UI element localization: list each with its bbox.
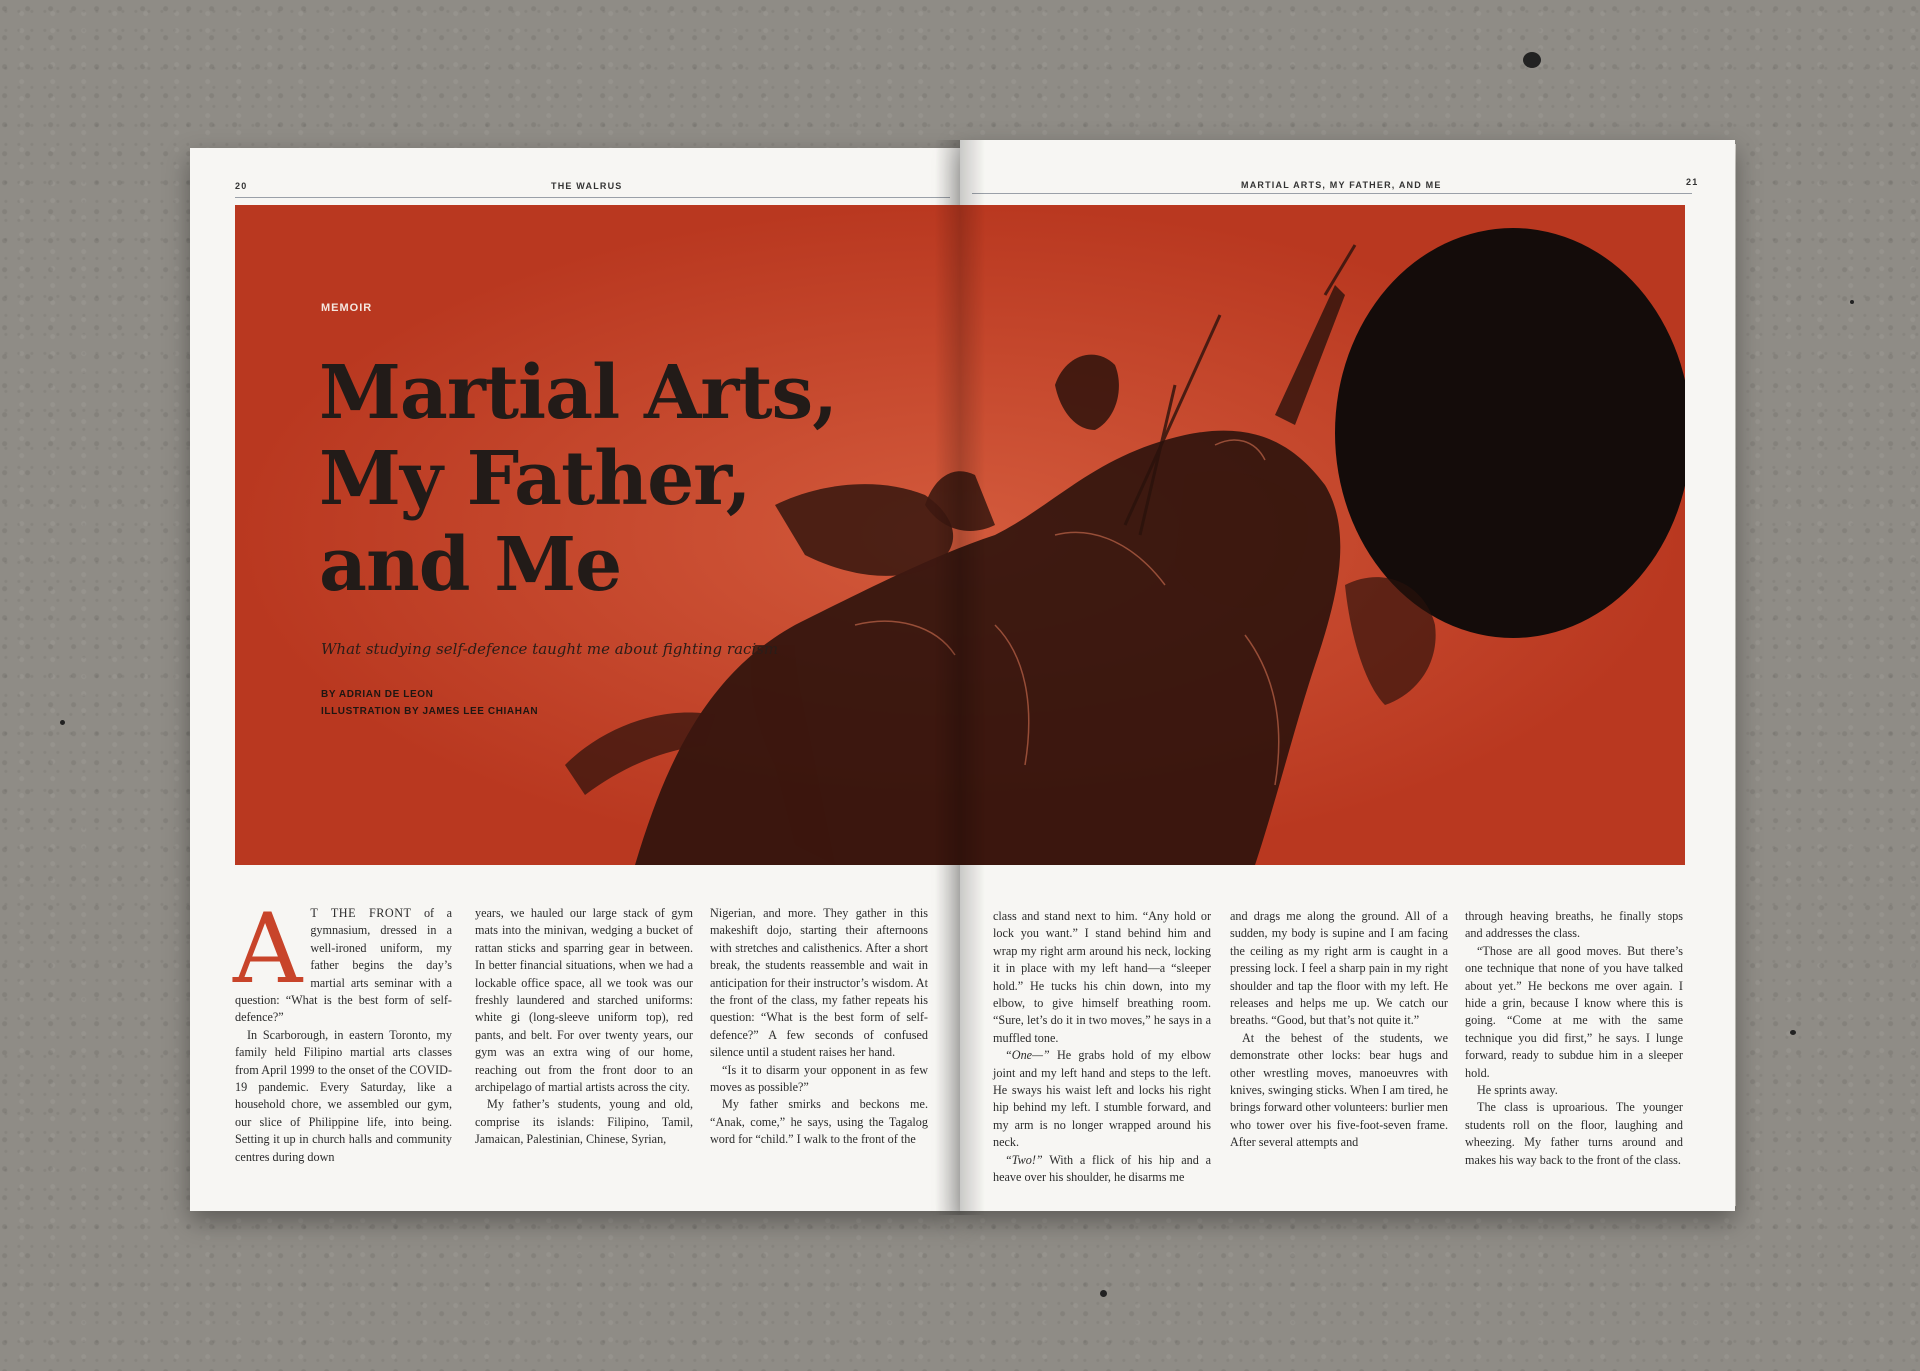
body-column-5 — [1230, 908, 1448, 1152]
body-column-6 — [1465, 908, 1683, 1169]
paragraph: and drags me along the ground. All of a sudden, my body is supine and I am facing the ceiling as my right arm is caught in a pressing lock. I feel a sharp pain in my right shoulder and tap the floor with my left. He releases and helps me up. We catch our breaths. “Good, but that’s not quite it.” — [1230, 909, 1448, 1028]
right-header-rule — [972, 193, 1692, 194]
paragraph: My father’s students, young and old, comprise its islands: Filipino, Tamil, Jamaican, Palestinian, Chinese, Syrian, — [475, 1097, 693, 1147]
left-page-number: 20 — [235, 181, 248, 191]
section-kicker: MEMOIR — [321, 302, 373, 314]
paragraph: The class is uproarious. The younger students roll on the floor, laughing and wheezing. My father turns around and makes his way back to the front of the class. — [1465, 1100, 1683, 1167]
paragraph: “Is it to disarm your opponent in as few moves as possible?” — [710, 1062, 928, 1095]
title-line: My Father, — [319, 436, 751, 522]
paragraph: He sprints away. — [1477, 1083, 1558, 1098]
paragraph: Nigerian, and more. They gather in this makeshift dojo, starting their afternoons with stretches and calisthenics. After a short break, the students reassemble and wait in anticipation for their instructor’s wisdom. At the front of the class, my father repeats his question: “What is the best form of self-defence?” A few seconds of confused silence until a student raises her hand. — [710, 906, 928, 1060]
left-running-head: THE WALRUS — [551, 181, 623, 191]
body-column-3 — [710, 905, 928, 1149]
title-line: and Me — [319, 522, 622, 608]
right-running-head: MARTIAL ARTS, MY FATHER, AND ME — [1241, 180, 1442, 190]
floor-speck — [60, 720, 65, 725]
paragraph: In Scarborough, in eastern Toronto, my family held Filipino martial arts classes from April 1999 to the onset of the COVID-19 pandemic. Every Saturday, like a household chore, we assembled our gym, our slice of Philippine life, into being. Setting it up in church halls and community centres during down — [235, 1027, 452, 1164]
paragraph: At the behest of the students, we demonstrate other locks: bear hugs and other wrestling moves, manoeuvres with knives, swinging sticks. When I am tired, he brings forward other volunteers: burlier men who tower over his five-foot-seven frame. After several attempts and — [1230, 1030, 1448, 1150]
body-column-1 — [233, 893, 453, 1166]
paragraph-text: He grabs hold of my elbow joint and my left hand and steps to the left. He sways his waist left and locks his right hip behind my left. I stumble forward, and my arm is no longer wrapped around his neck. — [993, 1048, 1211, 1150]
paragraph — [993, 1047, 1211, 1151]
floor-speck — [1790, 1030, 1796, 1035]
byline-block — [321, 686, 538, 720]
illustration-credit: ILLUSTRATION BY JAMES LEE CHIAHAN — [321, 706, 539, 717]
article-dek: What studying self-defence taught me about fighting racism — [321, 640, 779, 658]
body-column-2 — [475, 905, 693, 1149]
opening-paragraph — [233, 893, 453, 1027]
body-column-4 — [993, 908, 1211, 1187]
paragraph — [993, 1152, 1211, 1187]
title-line: Martial Arts, — [319, 350, 837, 436]
paragraph-emphasis: “One—” — [1005, 1048, 1050, 1063]
paragraph: years, we hauled our large stack of gym mats into the minivan, wedging a bucket of rattan sticks and sparring gear in between. In better financial situations, when we had a lockable office space, all we took was our freshly laundered and starched uniforms: white gi (long-sleeve uniform top), red pants, and belt. For over twenty years, our gym was an extra wing of our home, reaching out from the front door to an archipelago of martial artists across the city. — [475, 906, 693, 1095]
opening-smallcaps: T THE FRONT — [310, 906, 412, 920]
paragraph: My father smirks and beckons me. “Anak, come,” he says, using the Tagalog word for “child.” I walk to the front of the — [710, 1097, 928, 1147]
left-header-rule — [235, 197, 950, 198]
paragraph-text: of a gymnasium, dressed in a well-ironed uniform, my father begins the day’s martial arts seminar with a question: “What is the best form of self-defence?” — [235, 906, 453, 1025]
drop-cap: A — [233, 893, 303, 1005]
article-title — [319, 350, 839, 608]
paragraph: through heaving breaths, he finally stops and addresses the class. — [1465, 909, 1683, 941]
paragraph: “Those are all good moves. But there’s one technique that none of you have talked about yet.” He beckons me over again. I hide a grin, because I know where this is going. “Come at me with the same technique you did first,” he says. I lunge forward, ready to subdue him in a sleeper hold. — [1465, 943, 1683, 1080]
paragraph-text: With a flick of his hip and a heave over his shoulder, he disarms me — [993, 1152, 1211, 1185]
floor-speck — [1850, 300, 1854, 304]
author-byline: BY ADRIAN DE LEON — [321, 689, 434, 700]
hero-illustration — [235, 205, 1685, 865]
floor-speck — [1523, 52, 1541, 68]
paragraph-emphasis: “Two!” — [1005, 1152, 1043, 1167]
floor-speck — [1100, 1290, 1107, 1297]
paragraph: class and stand next to him. “Any hold or lock you want.” I stand behind him and wrap my right arm around his neck, locking it in place with my left hand—a “sleeper hold.” He tucks his chin down, into my elbow, to give himself breathing room. “Sure, let’s do it in two moves,” he says in a muffled tone. — [993, 909, 1211, 1045]
right-page-number: 21 — [1686, 177, 1699, 187]
magazine-spread — [190, 140, 1735, 1215]
black-sun-disc — [1335, 228, 1685, 638]
